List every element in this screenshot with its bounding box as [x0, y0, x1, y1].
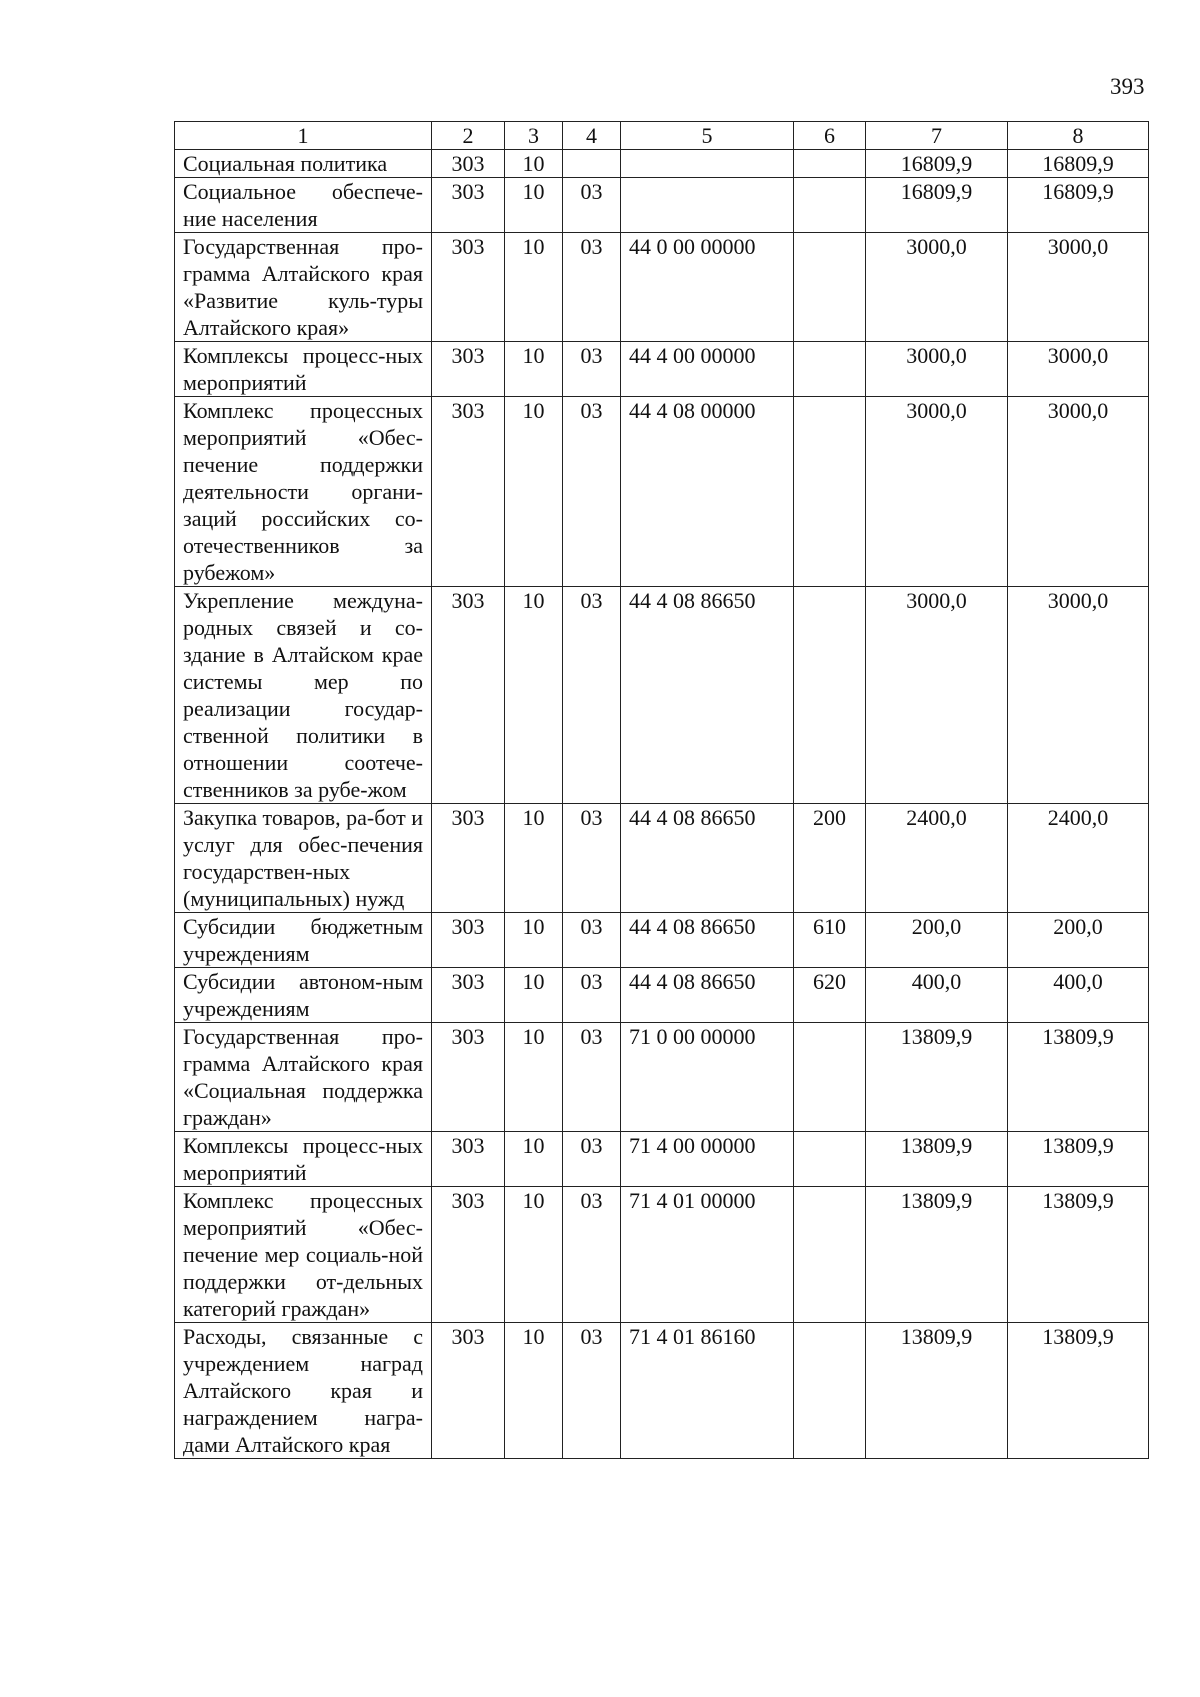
amount-cell: 13809,9 [866, 1132, 1008, 1187]
amount-cell: 3000,0 [866, 587, 1008, 804]
table-header-row [175, 122, 1149, 150]
sub-subsection-code-cell: 03 [563, 1023, 621, 1132]
sub-subsection-code-cell: 03 [563, 1323, 621, 1459]
sub-subsection-code-cell: 03 [563, 804, 621, 913]
expense-type-cell [794, 178, 866, 233]
amount-cell: 13809,9 [866, 1023, 1008, 1132]
table-row [175, 804, 1149, 913]
row-name-cell: Комплекс процессных мероприятий «Обес-печение мер социаль-ной поддержки от-дельных категорий граждан» [175, 1187, 432, 1323]
sub-subsection-code-cell: 03 [563, 397, 621, 587]
subsection-code-cell: 10 [505, 342, 563, 397]
amount-cell: 2400,0 [1008, 804, 1149, 913]
sub-subsection-code-cell: 03 [563, 968, 621, 1023]
table-row [175, 1132, 1149, 1187]
row-name-cell: Комплексы процесс-ных мероприятий [175, 342, 432, 397]
table-row [175, 968, 1149, 1023]
sub-subsection-code-cell: 03 [563, 1132, 621, 1187]
row-name-cell: Социальная политика [175, 150, 432, 178]
table-row [175, 150, 1149, 178]
amount-cell: 400,0 [1008, 968, 1149, 1023]
amount-cell: 13809,9 [866, 1323, 1008, 1459]
section-code-cell: 303 [432, 587, 505, 804]
sub-subsection-code-cell: 03 [563, 1187, 621, 1323]
target-article-cell [621, 150, 794, 178]
column-header: 8 [1008, 122, 1149, 150]
expense-type-cell [794, 1132, 866, 1187]
target-article-cell: 44 4 08 86650 [621, 913, 794, 968]
table-row [175, 233, 1149, 342]
target-article-cell: 71 4 00 00000 [621, 1132, 794, 1187]
amount-cell: 3000,0 [1008, 233, 1149, 342]
target-article-cell: 44 0 00 00000 [621, 233, 794, 342]
section-code-cell: 303 [432, 342, 505, 397]
table-row [175, 178, 1149, 233]
column-header: 1 [175, 122, 432, 150]
sub-subsection-code-cell: 03 [563, 178, 621, 233]
sub-subsection-code-cell: 03 [563, 233, 621, 342]
row-name-cell: Комплексы процесс-ных мероприятий [175, 1132, 432, 1187]
subsection-code-cell: 10 [505, 1323, 563, 1459]
column-header: 6 [794, 122, 866, 150]
expense-type-cell [794, 342, 866, 397]
row-name-cell: Государственная про-грамма Алтайского края «Социальная поддержка граждан» [175, 1023, 432, 1132]
target-article-cell: 44 4 08 86650 [621, 804, 794, 913]
expense-type-cell: 610 [794, 913, 866, 968]
table-body [175, 150, 1149, 1459]
amount-cell: 16809,9 [866, 150, 1008, 178]
budget-table [174, 121, 1149, 1459]
expense-type-cell [794, 150, 866, 178]
amount-cell: 16809,9 [866, 178, 1008, 233]
section-code-cell: 303 [432, 804, 505, 913]
subsection-code-cell: 10 [505, 1187, 563, 1323]
row-name-cell: Расходы, связанные с учреждением наград Алтайского края и награждением награ-дами Алтайского края [175, 1323, 432, 1459]
amount-cell: 16809,9 [1008, 178, 1149, 233]
table-row [175, 587, 1149, 804]
section-code-cell: 303 [432, 397, 505, 587]
target-article-cell: 44 4 08 86650 [621, 968, 794, 1023]
amount-cell: 16809,9 [1008, 150, 1149, 178]
target-article-cell: 44 4 08 00000 [621, 397, 794, 587]
amount-cell: 400,0 [866, 968, 1008, 1023]
table-row [175, 1187, 1149, 1323]
section-code-cell: 303 [432, 1323, 505, 1459]
section-code-cell: 303 [432, 1023, 505, 1132]
table-row [175, 1323, 1149, 1459]
subsection-code-cell: 10 [505, 150, 563, 178]
table-row [175, 397, 1149, 587]
section-code-cell: 303 [432, 233, 505, 342]
expense-type-cell: 200 [794, 804, 866, 913]
target-article-cell: 71 0 00 00000 [621, 1023, 794, 1132]
section-code-cell: 303 [432, 178, 505, 233]
target-article-cell: 71 4 01 00000 [621, 1187, 794, 1323]
amount-cell: 200,0 [1008, 913, 1149, 968]
page-number: 393 [1110, 74, 1145, 99]
amount-cell: 13809,9 [866, 1187, 1008, 1323]
amount-cell: 3000,0 [1008, 342, 1149, 397]
row-name-cell: Субсидии автоном-ным учреждениям [175, 968, 432, 1023]
subsection-code-cell: 10 [505, 804, 563, 913]
amount-cell: 13809,9 [1008, 1132, 1149, 1187]
amount-cell: 3000,0 [866, 233, 1008, 342]
amount-cell: 3000,0 [866, 342, 1008, 397]
subsection-code-cell: 10 [505, 397, 563, 587]
row-name-cell: Государственная про-грамма Алтайского края «Развитие куль-туры Алтайского края» [175, 233, 432, 342]
sub-subsection-code-cell: 03 [563, 342, 621, 397]
subsection-code-cell: 10 [505, 1023, 563, 1132]
row-name-cell: Комплекс процессных мероприятий «Обес-печение поддержки деятельности органи-заций российских со-отечественников за рубежом» [175, 397, 432, 587]
sub-subsection-code-cell: 03 [563, 587, 621, 804]
expense-type-cell [794, 1323, 866, 1459]
target-article-cell [621, 178, 794, 233]
expense-type-cell [794, 587, 866, 804]
amount-cell: 3000,0 [866, 397, 1008, 587]
expense-type-cell: 620 [794, 968, 866, 1023]
subsection-code-cell: 10 [505, 913, 563, 968]
amount-cell: 200,0 [866, 913, 1008, 968]
expense-type-cell [794, 1187, 866, 1323]
section-code-cell: 303 [432, 913, 505, 968]
column-header: 7 [866, 122, 1008, 150]
table-row [175, 342, 1149, 397]
target-article-cell: 44 4 08 86650 [621, 587, 794, 804]
target-article-cell: 71 4 01 86160 [621, 1323, 794, 1459]
row-name-cell: Социальное обеспече-ние населения [175, 178, 432, 233]
subsection-code-cell: 10 [505, 233, 563, 342]
subsection-code-cell: 10 [505, 1132, 563, 1187]
sub-subsection-code-cell [563, 150, 621, 178]
amount-cell: 3000,0 [1008, 397, 1149, 587]
table-row [175, 1023, 1149, 1132]
subsection-code-cell: 10 [505, 968, 563, 1023]
row-name-cell: Субсидии бюджетным учреждениям [175, 913, 432, 968]
column-header: 2 [432, 122, 505, 150]
amount-cell: 13809,9 [1008, 1187, 1149, 1323]
column-header: 3 [505, 122, 563, 150]
amount-cell: 2400,0 [866, 804, 1008, 913]
expense-type-cell [794, 397, 866, 587]
amount-cell: 13809,9 [1008, 1323, 1149, 1459]
section-code-cell: 303 [432, 1132, 505, 1187]
subsection-code-cell: 10 [505, 178, 563, 233]
target-article-cell: 44 4 00 00000 [621, 342, 794, 397]
column-header: 5 [621, 122, 794, 150]
section-code-cell: 303 [432, 150, 505, 178]
expense-type-cell [794, 1023, 866, 1132]
expense-type-cell [794, 233, 866, 342]
row-name-cell: Укрепление междуна-родных связей и со-здание в Алтайском крае системы мер по реализации государ-ственной политики в отношении соотече-ственников за рубе-жом [175, 587, 432, 804]
amount-cell: 13809,9 [1008, 1023, 1149, 1132]
section-code-cell: 303 [432, 968, 505, 1023]
table-row [175, 913, 1149, 968]
subsection-code-cell: 10 [505, 587, 563, 804]
amount-cell: 3000,0 [1008, 587, 1149, 804]
sub-subsection-code-cell: 03 [563, 913, 621, 968]
column-header: 4 [563, 122, 621, 150]
row-name-cell: Закупка товаров, ра-бот и услуг для обес-печения государствен-ных (муниципальных) нужд [175, 804, 432, 913]
section-code-cell: 303 [432, 1187, 505, 1323]
